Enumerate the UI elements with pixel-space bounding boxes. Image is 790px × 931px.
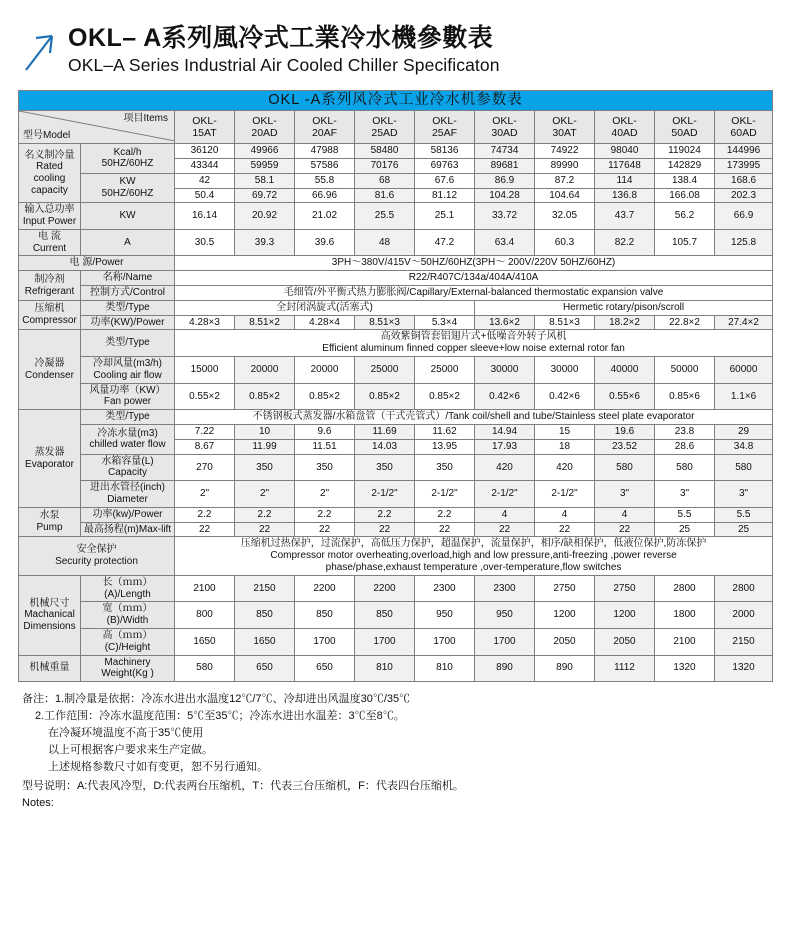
value-cell: 43344 <box>175 158 235 173</box>
note-line-2: 2.工作范围：冷冻水温度范围：5℃至35℃；冷冻水进出水温差：3℃至8℃。 <box>35 710 405 723</box>
dimensions-value: 2300 <box>475 575 535 602</box>
evaporator-item-label-1: 冷冻水量(m3) chilled water flow <box>81 425 175 455</box>
value-cell: 87.2 <box>535 173 595 188</box>
evaporator-value: 23.8 <box>655 425 715 440</box>
dimensions-value: 800 <box>175 602 235 629</box>
dimensions-value: 1200 <box>535 602 595 629</box>
value-cell: 98040 <box>595 144 655 159</box>
evaporator-row <box>19 481 773 508</box>
value-cell: 136.8 <box>595 188 655 203</box>
model-header-2: OKL- 20AF <box>295 111 355 144</box>
model-header-5: OKL- 30AD <box>475 111 535 144</box>
weight-value: 1320 <box>655 655 715 682</box>
page-title-en: OKL–A Series Industrial Air Cooled Chiller Specificaton <box>68 55 500 75</box>
evaporator-row <box>19 425 773 440</box>
value-cell: 142829 <box>655 158 715 173</box>
value-cell: 36120 <box>175 144 235 159</box>
model-header-8: OKL- 50AD <box>655 111 715 144</box>
pump-value: 2.2 <box>355 507 415 522</box>
pump-item-label-1: 最高扬程(m)Max-lift <box>81 522 175 537</box>
dimensions-value: 850 <box>295 602 355 629</box>
evaporator-value: 3" <box>715 481 773 508</box>
dimensions-value: 1700 <box>295 629 355 656</box>
value-cell: 202.3 <box>715 188 773 203</box>
refrigerant-group-label: 制冷剂 Refrigerant <box>19 271 81 301</box>
model-header-3: OKL- 25AD <box>355 111 415 144</box>
note-line-5: 上述规格参数尺寸如有变更，恕不另行通知。 <box>48 761 268 774</box>
condenser-value: 25000 <box>355 357 415 384</box>
value-cell: 63.4 <box>475 229 535 256</box>
dimensions-value: 2800 <box>715 575 773 602</box>
value-cell: 56.2 <box>655 203 715 230</box>
pump-value: 22 <box>595 522 655 537</box>
weight-value: 650 <box>295 655 355 682</box>
dimensions-row <box>19 629 773 656</box>
value-cell: 32.05 <box>535 203 595 230</box>
evaporator-value: 420 <box>535 454 595 481</box>
refrigerant-item-label-0: 名称/Name <box>81 271 175 286</box>
value-cell: 57586 <box>295 158 355 173</box>
evaporator-value: 17.93 <box>475 439 535 454</box>
evaporator-value: 11.99 <box>235 439 295 454</box>
compressor-power-value: 4.28×4 <box>295 315 355 330</box>
evaporator-item-label-3: 水箱容量(L) Capacity <box>81 454 175 481</box>
evaporator-value: 7.22 <box>175 425 235 440</box>
evaporator-value: 350 <box>355 454 415 481</box>
compressor-type-left: 全封闭涡旋式(活塞式) <box>175 300 475 315</box>
evaporator-value: 15 <box>535 425 595 440</box>
value-cell: 166.08 <box>655 188 715 203</box>
note-line-1: 备注：1.制冷量是依据：冷冻水进出水温度12℃/7℃、冷却进出风温度30℃/35℃ <box>22 693 411 706</box>
compressor-type-right: Hermetic rotary/pison/scroll <box>475 300 773 315</box>
evaporator-item-label-0: 类型/Type <box>81 410 175 425</box>
dimensions-value: 2200 <box>355 575 415 602</box>
item-label-0-0: Kcal/h 50HZ/60HZ <box>81 144 175 174</box>
value-cell: 42 <box>175 173 235 188</box>
spec-row <box>19 144 773 159</box>
condenser-value: 40000 <box>595 357 655 384</box>
value-cell: 25.5 <box>355 203 415 230</box>
evaporator-item-label-4: 进出水管径(inch) Diameter <box>81 481 175 508</box>
condenser-value: 50000 <box>655 357 715 384</box>
compressor-type-label: 类型/Type <box>81 300 175 315</box>
model-header-1: OKL- 20AD <box>235 111 295 144</box>
evaporator-value: 350 <box>415 454 475 481</box>
dimensions-value: 2050 <box>535 629 595 656</box>
value-cell: 81.6 <box>355 188 415 203</box>
value-cell: 21.02 <box>295 203 355 230</box>
item-label-0-2: KW 50HZ/60HZ <box>81 173 175 203</box>
spec-table-container <box>18 90 772 682</box>
model-header-6: OKL- 30AT <box>535 111 595 144</box>
spec-row <box>19 203 773 230</box>
page-title-cn: OKL– A系列風冷式工業冷水機參數表 <box>68 24 494 52</box>
value-cell: 30.5 <box>175 229 235 256</box>
value-cell: 74734 <box>475 144 535 159</box>
dimensions-row <box>19 575 773 602</box>
model-header-7: OKL- 40AD <box>595 111 655 144</box>
value-cell: 58136 <box>415 144 475 159</box>
pump-value: 22 <box>235 522 295 537</box>
value-cell: 47988 <box>295 144 355 159</box>
condenser-group-label: 冷凝器 Condenser <box>19 330 81 410</box>
refrigerant-item-label-1: 控制方式/Control <box>81 286 175 301</box>
evaporator-value: 14.94 <box>475 425 535 440</box>
pump-value: 22 <box>175 522 235 537</box>
evaporator-value: 19.6 <box>595 425 655 440</box>
dimensions-value: 850 <box>355 602 415 629</box>
value-cell: 168.6 <box>715 173 773 188</box>
pump-value: 5.5 <box>655 507 715 522</box>
evaporator-value: 580 <box>595 454 655 481</box>
pump-value: 22 <box>475 522 535 537</box>
condenser-value: 1.1×6 <box>715 383 773 410</box>
value-cell: 89681 <box>475 158 535 173</box>
condenser-value: 0.85×2 <box>295 383 355 410</box>
weight-value: 1320 <box>715 655 773 682</box>
refrigerant-value-0: R22/R407C/134a/404A/410A <box>175 271 773 286</box>
value-cell: 49966 <box>235 144 295 159</box>
dimensions-value: 2050 <box>595 629 655 656</box>
pump-value: 2.2 <box>235 507 295 522</box>
value-cell: 66.96 <box>295 188 355 203</box>
weight-value: 580 <box>175 655 235 682</box>
evaporator-value: 34.8 <box>715 439 773 454</box>
pump-value: 22 <box>355 522 415 537</box>
value-cell: 58480 <box>355 144 415 159</box>
note-line-6: 型号说明：A:代表风冷型，D:代表两台压缩机，T：代表三台压缩机，F：代表四台压缩机。 <box>22 780 464 793</box>
evaporator-value: 2" <box>235 481 295 508</box>
value-cell: 25.1 <box>415 203 475 230</box>
value-cell: 55.8 <box>295 173 355 188</box>
condenser-row <box>19 357 773 384</box>
pump-value: 25 <box>655 522 715 537</box>
condenser-type-value: 高效紫铜管套铝翅片式+低噪音外转子风机 Efficient aluminum finned copper sleeve+low noise external rotor fan <box>175 330 773 357</box>
condenser-value: 25000 <box>415 357 475 384</box>
pump-value: 2.2 <box>415 507 475 522</box>
value-cell: 16.14 <box>175 203 235 230</box>
dimensions-value: 950 <box>415 602 475 629</box>
condenser-item-label-2: 风量功率（KW） Fan power <box>81 383 175 410</box>
dimensions-value: 2750 <box>595 575 655 602</box>
value-cell: 119024 <box>655 144 715 159</box>
condenser-value: 20000 <box>295 357 355 384</box>
item-label-2-0: A <box>81 229 175 256</box>
group-label-0: 名义制冷量 Rated cooling capacity <box>19 144 81 203</box>
evaporator-value: 580 <box>655 454 715 481</box>
evaporator-value: 420 <box>475 454 535 481</box>
item-label-1-0: KW <box>81 203 175 230</box>
pump-row <box>19 507 773 522</box>
evaporator-group-label: 蒸发器 Evaporator <box>19 410 81 508</box>
value-cell: 33.72 <box>475 203 535 230</box>
evaporator-value: 350 <box>235 454 295 481</box>
weight-value: 810 <box>415 655 475 682</box>
note-line-3: 在冷凝环境温度不高于35℃使用 <box>48 727 204 740</box>
evaporator-value: 11.69 <box>355 425 415 440</box>
pump-value: 25 <box>715 522 773 537</box>
pump-value: 4 <box>535 507 595 522</box>
value-cell: 39.3 <box>235 229 295 256</box>
value-cell: 39.6 <box>295 229 355 256</box>
evaporator-type-value: 不锈钢板式蒸发器/水箱盘管（干式壳管式）/Tank coil/shell and tube/Stainless steel plate evaporator <box>175 410 773 425</box>
value-cell: 48 <box>355 229 415 256</box>
value-cell: 69.72 <box>235 188 295 203</box>
security-row <box>19 537 773 575</box>
dimensions-value: 1700 <box>415 629 475 656</box>
refrigerant-value-1: 毛细管/外平衡式热力膨胀阀/Capillary/External-balanced thermostatic expansion valve <box>175 286 773 301</box>
pump-value: 2.2 <box>295 507 355 522</box>
condenser-value: 60000 <box>715 357 773 384</box>
value-cell: 47.2 <box>415 229 475 256</box>
evaporator-value: 29 <box>715 425 773 440</box>
condenser-value: 30000 <box>535 357 595 384</box>
compressor-power-value: 27.4×2 <box>715 315 773 330</box>
dimensions-value: 1650 <box>175 629 235 656</box>
pump-value: 5.5 <box>715 507 773 522</box>
evaporator-value: 2" <box>175 481 235 508</box>
spec-table-body <box>19 91 773 682</box>
group-label-2: 电 流 Current <box>19 229 81 256</box>
dimensions-value: 2100 <box>655 629 715 656</box>
compressor-power-value: 4.28×3 <box>175 315 235 330</box>
dimensions-value: 2000 <box>715 602 773 629</box>
arrow-swoosh-logo-icon <box>22 28 62 74</box>
evaporator-value: 580 <box>715 454 773 481</box>
value-cell: 117648 <box>595 158 655 173</box>
weight-value: 1112 <box>595 655 655 682</box>
compressor-power-value: 8.51×2 <box>235 315 295 330</box>
value-cell: 125.8 <box>715 229 773 256</box>
value-cell: 104.64 <box>535 188 595 203</box>
evaporator-row <box>19 454 773 481</box>
dimensions-value: 2200 <box>295 575 355 602</box>
security-label: 安全保护 Security protection <box>19 537 175 575</box>
evaporator-value: 14.03 <box>355 439 415 454</box>
condenser-value: 0.85×6 <box>655 383 715 410</box>
evaporator-value: 9.6 <box>295 425 355 440</box>
evaporator-value: 18 <box>535 439 595 454</box>
value-cell: 114 <box>595 173 655 188</box>
dimensions-value: 2300 <box>415 575 475 602</box>
spec-table <box>18 90 773 682</box>
compressor-power-value: 5.3×4 <box>415 315 475 330</box>
evaporator-value: 11.62 <box>415 425 475 440</box>
dimensions-row <box>19 602 773 629</box>
value-cell: 69763 <box>415 158 475 173</box>
condenser-row <box>19 383 773 410</box>
dimensions-value: 2800 <box>655 575 715 602</box>
dimensions-item-label-0: 长（ｍｍ）(A)/Length <box>81 575 175 602</box>
value-cell: 66.9 <box>715 203 773 230</box>
compressor-power-value: 18.2×2 <box>595 315 655 330</box>
value-cell: 89990 <box>535 158 595 173</box>
value-cell: 173995 <box>715 158 773 173</box>
dimensions-value: 1200 <box>595 602 655 629</box>
value-cell: 138.4 <box>655 173 715 188</box>
evaporator-value: 3" <box>595 481 655 508</box>
compressor-power-value: 22.8×2 <box>655 315 715 330</box>
note-line-4: 以上可根据客户要求来生产定做。 <box>48 744 213 757</box>
value-cell: 144996 <box>715 144 773 159</box>
weight-value: 890 <box>475 655 535 682</box>
table-banner-row <box>19 91 773 111</box>
value-cell: 81.12 <box>415 188 475 203</box>
evaporator-value: 28.6 <box>655 439 715 454</box>
weight-row <box>19 655 773 682</box>
compressor-type-row <box>19 300 773 315</box>
condenser-value: 0.42×6 <box>535 383 595 410</box>
condenser-item-label-0: 类型/Type <box>81 330 175 357</box>
dimensions-value: 1800 <box>655 602 715 629</box>
evaporator-value: 2-1/2" <box>415 481 475 508</box>
model-header-9: OKL- 60AD <box>715 111 773 144</box>
dimensions-value: 1650 <box>235 629 295 656</box>
value-cell: 70176 <box>355 158 415 173</box>
dimensions-value: 850 <box>235 602 295 629</box>
value-cell: 58.1 <box>235 173 295 188</box>
security-value: 压缩机过热保护，过流保护，高低压力保护，超温保护，流量保护，相序/缺相保护，低液位保护,防冻保护 Compressor motor overheating,overload,high and low pressure,anti-freezing ,power reverse phase/phase,exhaust temperature ,over-temperature,flow switches <box>175 537 773 575</box>
compressor-power-value: 8.51×3 <box>355 315 415 330</box>
compressor-power-value: 13.6×2 <box>475 315 535 330</box>
weight-value: 810 <box>355 655 415 682</box>
pump-row <box>19 522 773 537</box>
value-cell: 20.92 <box>235 203 295 230</box>
condenser-value: 0.42×6 <box>475 383 535 410</box>
group-label-1: 输入总功率 Input Power <box>19 203 81 230</box>
evaporator-row <box>19 410 773 425</box>
pump-value: 4 <box>475 507 535 522</box>
pump-value: 2.2 <box>175 507 235 522</box>
value-cell: 104.28 <box>475 188 535 203</box>
power-row <box>19 256 773 271</box>
notes-block <box>18 691 772 812</box>
dimensions-group-label: 机械尺寸 Machanical Dimensions <box>19 575 81 655</box>
pump-group-label: 水泵 Pump <box>19 507 81 537</box>
dimensions-value: 2750 <box>535 575 595 602</box>
dimensions-value: 2100 <box>175 575 235 602</box>
evaporator-value: 8.67 <box>175 439 235 454</box>
weight-value: 650 <box>235 655 295 682</box>
note-line-7: Notes: <box>22 797 54 810</box>
condenser-value: 0.55×6 <box>595 383 655 410</box>
power-label: 电 源/Power <box>19 256 175 271</box>
condenser-value: 0.85×2 <box>235 383 295 410</box>
evaporator-value: 2-1/2" <box>475 481 535 508</box>
evaporator-value: 10 <box>235 425 295 440</box>
condenser-value: 0.55×2 <box>175 383 235 410</box>
value-cell: 105.7 <box>655 229 715 256</box>
weight-item-label: Machinery Weight(Kg ) <box>81 655 175 682</box>
model-header-0: OKL- 15AT <box>175 111 235 144</box>
condenser-value: 0.85×2 <box>355 383 415 410</box>
pump-value: 22 <box>415 522 475 537</box>
dimensions-value: 2150 <box>715 629 773 656</box>
value-cell: 67.6 <box>415 173 475 188</box>
value-cell: 59959 <box>235 158 295 173</box>
dimensions-item-label-2: 高（ｍｍ）(C)/Height <box>81 629 175 656</box>
value-cell: 74922 <box>535 144 595 159</box>
condenser-value: 0.85×2 <box>415 383 475 410</box>
page-header <box>18 0 772 76</box>
refrigerant-row <box>19 286 773 301</box>
weight-value: 890 <box>535 655 595 682</box>
condenser-value: 20000 <box>235 357 295 384</box>
spec-row <box>19 173 773 188</box>
compressor-power-label: 功率(KW)/Power <box>81 315 175 330</box>
evaporator-value: 3" <box>655 481 715 508</box>
condenser-value: 30000 <box>475 357 535 384</box>
weight-group-label: 机械重量 <box>19 655 81 682</box>
pump-value: 4 <box>595 507 655 522</box>
condenser-value: 15000 <box>175 357 235 384</box>
value-cell: 60.3 <box>535 229 595 256</box>
title-block <box>68 24 500 76</box>
evaporator-value: 23.52 <box>595 439 655 454</box>
model-header-row <box>19 111 773 144</box>
value-cell: 86.9 <box>475 173 535 188</box>
evaporator-value: 270 <box>175 454 235 481</box>
value-cell: 50.4 <box>175 188 235 203</box>
dimensions-value: 2150 <box>235 575 295 602</box>
compressor-power-row <box>19 315 773 330</box>
compressor-group-label: 压缩机 Compressor <box>19 300 81 330</box>
evaporator-value: 11.51 <box>295 439 355 454</box>
evaporator-value: 2-1/2" <box>355 481 415 508</box>
dimensions-value: 1700 <box>475 629 535 656</box>
evaporator-value: 350 <box>295 454 355 481</box>
evaporator-value: 13.95 <box>415 439 475 454</box>
corner-header: 型号Model 项目Items <box>19 111 175 144</box>
pump-item-label-0: 功率(kw)/Power <box>81 507 175 522</box>
spec-row <box>19 229 773 256</box>
dimensions-value: 950 <box>475 602 535 629</box>
value-cell: 82.2 <box>595 229 655 256</box>
pump-value: 22 <box>295 522 355 537</box>
table-banner: OKL -A系列风冷式工业冷水机参数表 <box>19 91 773 111</box>
value-cell: 68 <box>355 173 415 188</box>
evaporator-value: 2" <box>295 481 355 508</box>
power-value: 3PH～380V/415V～50HZ/60HZ(3PH～ 200V/220V 50HZ/60HZ) <box>175 256 773 271</box>
condenser-row <box>19 330 773 357</box>
model-header-4: OKL- 25AF <box>415 111 475 144</box>
dimensions-item-label-1: 宽（ｍｍ）(B)/Width <box>81 602 175 629</box>
dimensions-value: 1700 <box>355 629 415 656</box>
pump-value: 22 <box>535 522 595 537</box>
compressor-power-value: 8.51×3 <box>535 315 595 330</box>
refrigerant-row <box>19 271 773 286</box>
value-cell: 43.7 <box>595 203 655 230</box>
condenser-item-label-1: 冷却风量(m3/h) Cooling air flow <box>81 357 175 384</box>
evaporator-value: 2-1/2" <box>535 481 595 508</box>
